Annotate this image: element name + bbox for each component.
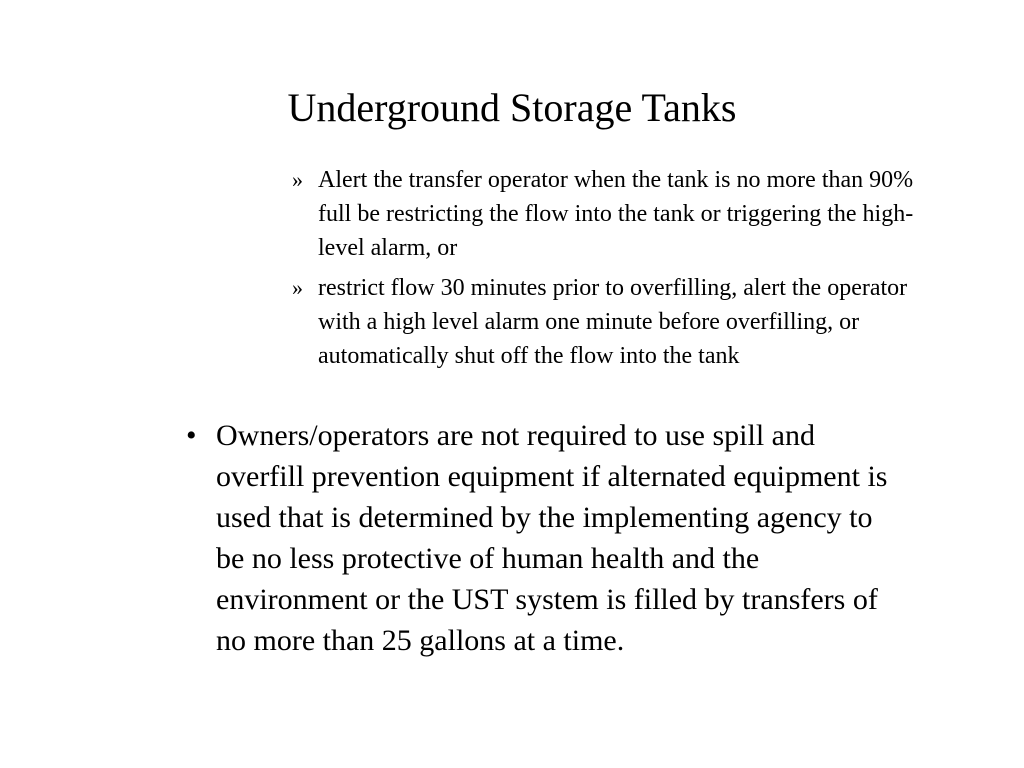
- sub-bullet-list: [292, 163, 942, 379]
- main-bullet-text: Owners/operators are not required to use spill and overfill prevention equipment if alternated equipment is used that is determined by the implementing agency to be no less protective of human health and the environment or the UST system is filled by transfers of no more than 25 gallons at a time.: [216, 419, 888, 657]
- sub-bullet-item: [292, 163, 942, 265]
- sub-bullet-marker: »: [292, 275, 303, 300]
- sub-bullet-item: [292, 271, 942, 373]
- sub-bullet-marker: »: [292, 167, 303, 192]
- main-bullet-item: [186, 415, 906, 661]
- sub-bullet-text: Alert the transfer operator when the tank is no more than 90% full be restricting the flow into the tank or triggering the high-level alarm, or: [318, 167, 914, 261]
- slide-title: Underground Storage Tanks: [287, 85, 737, 130]
- main-bullet-marker: •: [186, 419, 197, 452]
- sub-bullet-text: restrict flow 30 minutes prior to overfilling, alert the operator with a high level alarm one minute before overfilling, or automatically shut off the flow into the tank: [318, 275, 908, 369]
- main-bullet-list: [186, 415, 906, 661]
